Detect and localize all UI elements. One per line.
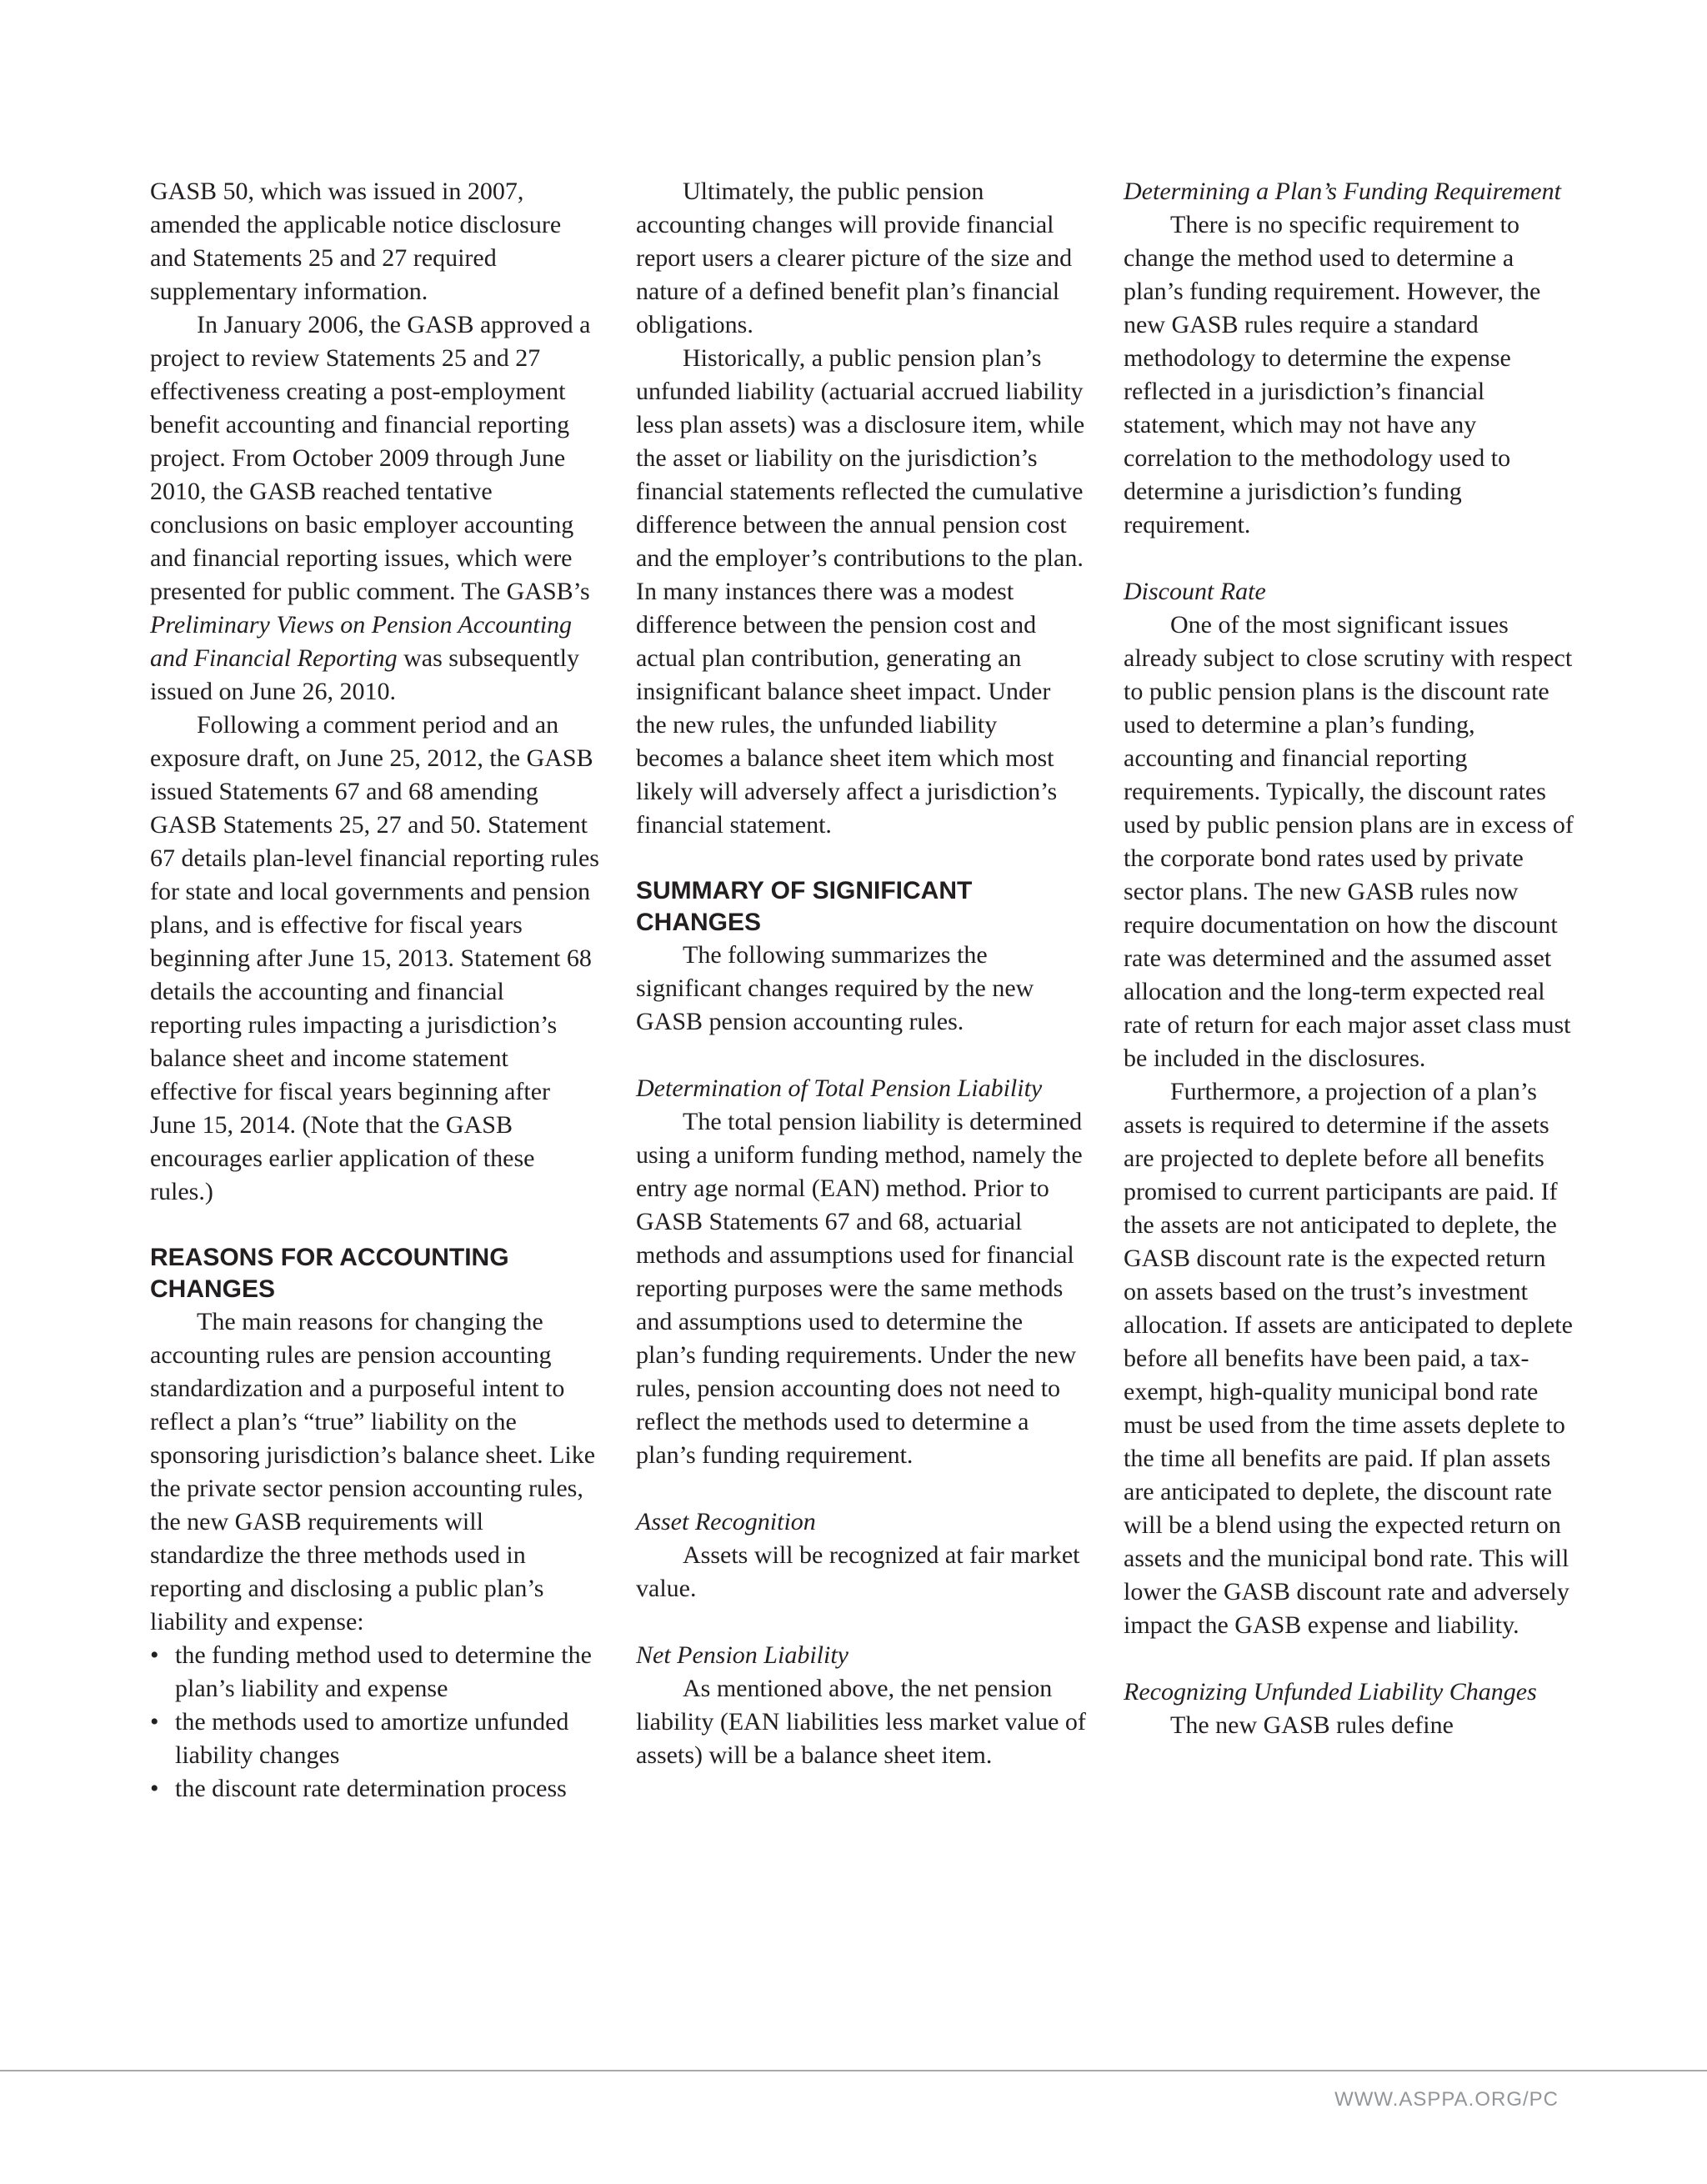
paragraph: Historically, a public pension plan’s unfunded liability (actuarial accrued liability less plan assets) was a disclosure item, while the asset or liability on the jurisdiction’s financial statements reflected the cumulative difference between the annual pension cost and the employer’s contributions to the plan. In many instances there was a modest difference between the pension cost and actual plan contribution, generating an insignificant balance sheet impact. Under the new rules, the unfunded liability becomes a balance sheet item which most likely will adversely affect a jurisdiction’s financial statement. <box>636 344 1085 839</box>
paragraph-text: In January 2006, the GASB approved a project to review Statements 25 and 27 effectiveness creating a post-employment benefit accounting and financial reporting project. From October 2009 through June 2010, the GASB reached tentative conclusions on basic employer accounting and financial reporting issues, which were presented for public comment. The GASB’s <box>150 311 591 605</box>
list-item-text: the methods used to amortize unfunded liability changes <box>175 1708 569 1769</box>
column-2 <box>636 175 1086 1772</box>
list-item-text: the discount rate determination process <box>175 1775 567 1802</box>
paragraph: The main reasons for changing the accounting rules are pension accounting standardization and a purposeful intent to reflect a plan’s “true” liability on the sponsoring jurisdiction’s balance sheet. Like the private sector pension accounting rules, the new GASB requirements will standardize the three methods used in reporting and disclosing a public plan’s liability and expense: <box>150 1308 596 1635</box>
paragraph: Assets will be recognized at fair market value. <box>636 1541 1080 1602</box>
paragraph: The new GASB rules define <box>1170 1711 1454 1739</box>
list-item <box>150 1639 600 1706</box>
paragraph: Ultimately, the public pension accounting changes will provide financial report users a clearer picture of the size and nature of a defined benefit plan’s financial obligations. <box>636 178 1073 338</box>
subheading: Recognizing Unfunded Liability Changes <box>1124 1678 1537 1706</box>
paragraph: There is no specific requirement to change the method used to determine a plan’s funding requirement. However, the new GASB rules require a standard methodology to determine the expense reflected in a jurisdiction’s financial statement, which may not have any correlation to the methodology used to determine a jurisdiction’s funding requirement. <box>1124 211 1541 538</box>
bullet-marker: • <box>150 1708 159 1736</box>
paragraph: Furthermore, a projection of a plan’s assets is required to determine if the assets are projected to deplete before all benefits promised to current participants are paid. If the assets are not anticipated to deplete, the GASB discount rate is the expected return on assets based on the trust’s investment allocation. If assets are anticipated to deplete before all benefits have been paid, a tax-exempt, high-quality municipal bond rate must be used from the time assets deplete to the time all benefits are paid. If plan assets are anticipated to deplete, the discount rate will be a blend using the expected return on assets and the municipal bond rate. This will lower the GASB discount rate and adversely impact the GASB expense and liability. <box>1124 1078 1573 1639</box>
paragraph-text: was subsequently issued on June 26, 2010. <box>150 644 579 705</box>
bullet-marker: • <box>150 1641 159 1669</box>
column-1 <box>150 175 600 1806</box>
paragraph: One of the most significant issues already subject to close scrutiny with respect to public pension plans is the discount rate used to determine a plan’s funding, accounting and financial reporting requirements. Typically, the discount rates used by public pension plans are in excess of the corporate bond rates used by private sector plans. The new GASB rules now require documentation on how the discount rate was determined and the assumed asset allocation and the long-term expected real rate of return for each major asset class must be included in the disclosures. <box>1124 611 1574 1072</box>
paragraph: As mentioned above, the net pension liability (EAN liabilities less market value of assets) will be a balance sheet item. <box>636 1675 1086 1769</box>
footer-divider <box>0 2070 1707 2071</box>
subheading: Asset Recognition <box>636 1508 816 1535</box>
bullet-list <box>150 1639 600 1806</box>
publication-title: Preliminary Views on Pension Accounting and Financial Reporting <box>150 611 573 672</box>
paragraph: The following summarizes the significant changes required by the new GASB pension accounting rules. <box>636 941 1034 1035</box>
paragraph: Following a comment period and an exposure draft, on June 25, 2012, the GASB issued Statements 67 and 68 amending GASB Statements 25, 27 and 50. Statement 67 details plan-level financial reporting rules for state and local governments and pension plans, and is effective for fiscal years beginning after June 15, 2013. Statement 68 details the accounting and financial reporting rules impacting a jurisdiction’s balance sheet and income statement effective for fiscal years beginning after June 15, 2014. (Note that the GASB encourages earlier application of these rules.) <box>150 711 599 1205</box>
paragraph: GASB 50, which was issued in 2007, amended the applicable notice disclosure and Statements 25 and 27 required supplementary information. <box>150 178 562 305</box>
subheading: Net Pension Liability <box>636 1641 848 1669</box>
section-heading: REASONS FOR ACCOUNTING CHANGES <box>150 1244 509 1303</box>
subheading: Determination of Total Pension Liability <box>636 1074 1043 1102</box>
list-item-text: the funding method used to determine the plan’s liability and expense <box>175 1641 592 1702</box>
bullet-marker: • <box>150 1775 159 1802</box>
subheading: Determining a Plan’s Funding Requirement <box>1124 178 1561 205</box>
paragraph: The total pension liability is determined using a uniform funding method, namely the entry age normal (EAN) method. Prior to GASB Statements 67 and 68, actuarial methods and assumptions used for financial reporting purposes were the same methods and assumptions used to determine the plan’s funding requirements. Under the new rules, pension accounting does not need to reflect the methods used to determine a plan’s funding requirement. <box>636 1108 1083 1469</box>
section-heading: SUMMARY OF SIGNIFICANT CHANGES <box>636 877 973 936</box>
column-3 <box>1124 175 1574 1742</box>
paragraph <box>150 308 600 709</box>
list-item <box>150 1706 600 1772</box>
subheading: Discount Rate <box>1124 578 1266 605</box>
list-item <box>150 1772 600 1806</box>
footer-url: WWW.ASPPA.ORG/PC <box>1334 2088 1559 2111</box>
